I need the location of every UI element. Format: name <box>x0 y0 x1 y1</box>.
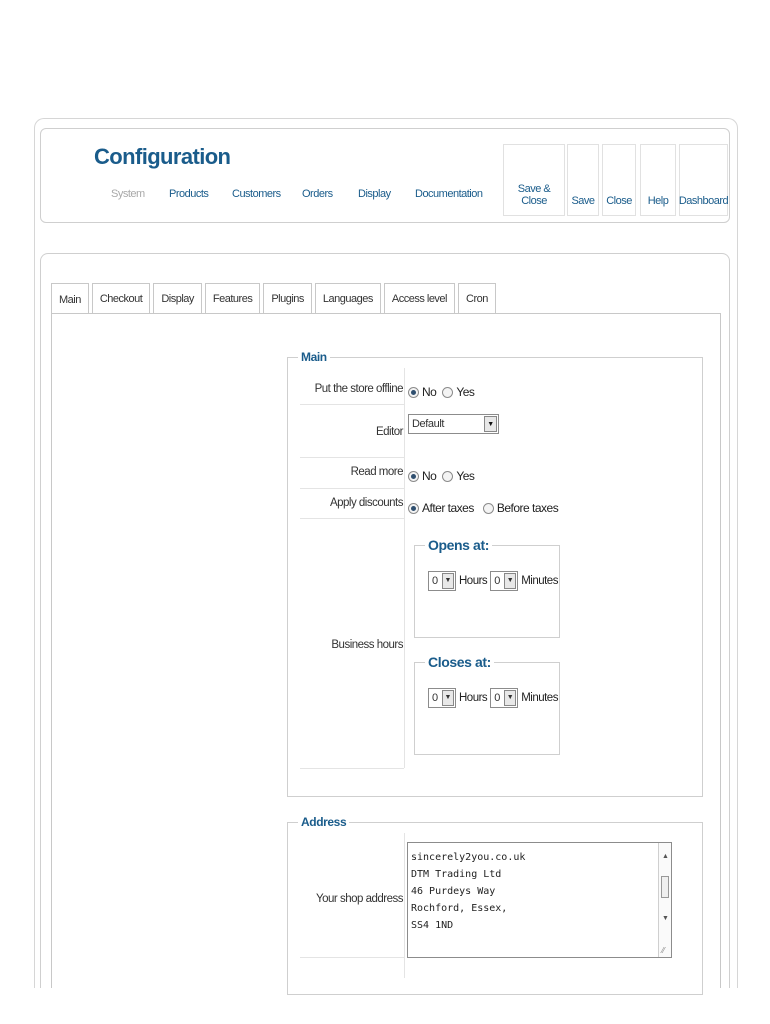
chevron-down-icon: ▼ <box>442 690 454 706</box>
row-divider <box>300 457 404 458</box>
closes-minutes-select[interactable] <box>490 688 518 708</box>
row-divider <box>300 768 404 769</box>
store-offline-yes-label: Yes <box>456 385 475 399</box>
editor-select-value: Default <box>412 418 445 430</box>
row-divider <box>300 957 404 958</box>
opens-at-legend: Opens at: <box>428 537 489 553</box>
address-legend: Address <box>301 815 347 829</box>
closes-hours-select[interactable] <box>428 688 456 708</box>
store-offline-yes-radio[interactable] <box>442 387 453 398</box>
tab-plugins[interactable]: Plugins <box>263 283 312 314</box>
opens-hours-select[interactable] <box>428 571 456 591</box>
read-more-no-radio[interactable] <box>408 471 419 482</box>
save-button[interactable]: Save <box>567 144 599 216</box>
help-button[interactable]: Help <box>640 144 676 216</box>
read-more-options <box>408 469 474 483</box>
business-hours-label: Business hours <box>331 639 403 651</box>
shop-address-label: Your shop address <box>316 893 403 905</box>
submenu-system[interactable]: System <box>111 188 145 200</box>
row-divider <box>300 518 404 519</box>
resize-grip-icon[interactable]: ⁄⁄ <box>662 946 665 955</box>
read-more-label: Read more <box>350 466 403 478</box>
dashboard-button[interactable]: Dashboard <box>679 144 728 216</box>
apply-discounts-label: Apply discounts <box>329 497 403 509</box>
tab-features[interactable]: Features <box>205 283 260 314</box>
read-more-no-label: No <box>422 469 437 483</box>
closes-at-legend: Closes at: <box>428 654 491 670</box>
scroll-down-icon[interactable]: ▼ <box>662 915 669 922</box>
chevron-down-icon: ▼ <box>484 416 497 432</box>
submenu-products[interactable]: Products <box>169 188 209 200</box>
closes-minutes-unit: Minutes <box>521 692 558 704</box>
tab-checkout[interactable]: Checkout <box>92 283 150 314</box>
store-offline-label: Put the store offline <box>314 383 403 395</box>
after-taxes-radio[interactable] <box>408 503 419 514</box>
opens-minutes-unit: Minutes <box>521 575 558 587</box>
tab-display[interactable]: Display <box>153 283 202 314</box>
config-tabs <box>51 283 496 315</box>
chevron-down-icon: ▼ <box>504 690 516 706</box>
read-more-yes-radio[interactable] <box>442 471 453 482</box>
submenu-customers[interactable]: Customers <box>232 188 281 200</box>
before-taxes-radio[interactable] <box>483 503 494 514</box>
submenu-documentation[interactable]: Documentation <box>415 188 483 200</box>
opens-minutes-select[interactable] <box>490 571 518 591</box>
opens-at-controls <box>428 571 558 591</box>
save-close-button[interactable]: Save & Close <box>503 144 565 216</box>
opens-minutes-value: 0 <box>494 575 501 587</box>
tab-main[interactable]: Main <box>51 283 89 315</box>
submenu-display[interactable]: Display <box>358 188 391 200</box>
shop-address-textarea[interactable] <box>407 842 672 958</box>
closes-hours-value: 0 <box>432 692 439 704</box>
scroll-thumb[interactable] <box>661 876 669 898</box>
editor-select[interactable] <box>408 414 499 434</box>
close-button[interactable]: Close <box>602 144 636 216</box>
apply-discounts-options <box>408 501 558 515</box>
tab-cron[interactable]: Cron <box>458 283 496 314</box>
store-offline-no-radio[interactable] <box>408 387 419 398</box>
tab-languages[interactable]: Languages <box>315 283 381 314</box>
submenu-orders[interactable]: Orders <box>302 188 333 200</box>
closes-hours-unit: Hours <box>459 692 488 704</box>
address-scrollbar[interactable] <box>658 843 671 957</box>
read-more-yes-label: Yes <box>456 469 475 483</box>
label-column-divider <box>404 833 405 978</box>
chevron-down-icon: ▼ <box>504 573 516 589</box>
closes-minutes-value: 0 <box>494 692 501 704</box>
after-taxes-label: After taxes <box>422 501 474 515</box>
scroll-up-icon[interactable]: ▲ <box>662 853 669 860</box>
closes-at-controls <box>428 688 558 708</box>
store-offline-options <box>408 385 474 399</box>
opens-hours-unit: Hours <box>459 575 488 587</box>
row-divider <box>300 404 404 405</box>
opens-hours-value: 0 <box>432 575 439 587</box>
chevron-down-icon: ▼ <box>442 573 454 589</box>
row-divider <box>300 488 404 489</box>
editor-label: Editor <box>375 426 403 438</box>
before-taxes-label: Before taxes <box>496 501 559 515</box>
store-offline-no-label: No <box>422 385 437 399</box>
main-legend: Main <box>301 350 327 364</box>
label-column-divider <box>404 368 405 768</box>
tab-access-level[interactable]: Access level <box>384 283 455 314</box>
page-title: Configuration <box>94 144 231 169</box>
